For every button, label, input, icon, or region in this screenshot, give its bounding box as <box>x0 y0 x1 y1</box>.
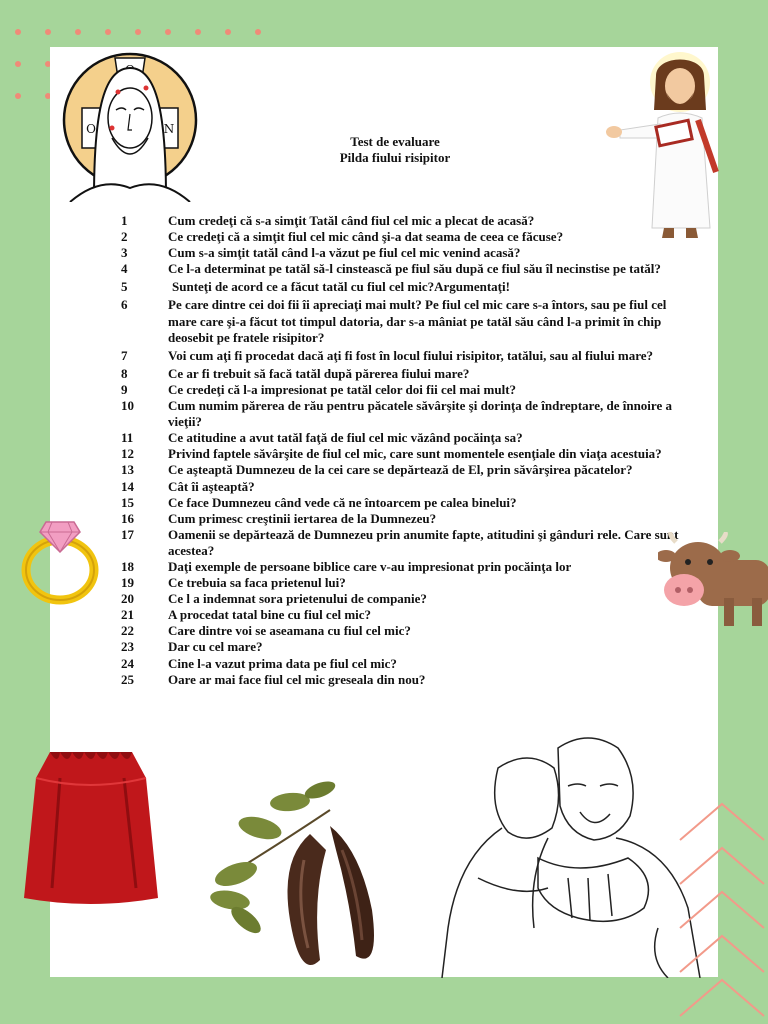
question-text: Cum s-a simţit tatăl când l-a văzut pe fiul cel mic venind acasă? <box>168 245 521 261</box>
list-item <box>121 398 691 430</box>
list-item <box>121 229 691 245</box>
question-number: 15 <box>121 494 134 510</box>
title-line-test: Test de evaluare <box>350 134 440 149</box>
question-number: 7 <box>121 347 128 363</box>
christ-icon-illustration <box>60 48 200 202</box>
question-text: Sunteţi de acord ce a făcut tatăl cu fiul cel mic?Argumentaţi! <box>172 279 510 295</box>
question-text: Cum credeţi că s-a simţit Tatăl când fiul cel mic a plecat de acasă? <box>168 213 535 228</box>
question-number: 22 <box>121 623 134 639</box>
cow-illustration <box>658 532 768 632</box>
list-item <box>121 672 691 688</box>
question-number: 9 <box>121 381 128 397</box>
list-item <box>121 479 691 495</box>
question-number: 8 <box>121 365 128 381</box>
question-text: Cât îi aşteaptă? <box>168 478 255 494</box>
icon-letter-n: Ν <box>163 122 175 136</box>
list-item <box>121 511 691 527</box>
question-number: 20 <box>121 591 134 607</box>
question-text: Ce face Dumnezeu când vede că ne întoarcem pe calea binelui? <box>168 494 517 510</box>
list-item <box>121 656 691 672</box>
question-number: 11 <box>121 430 134 446</box>
question-number: 16 <box>121 510 134 526</box>
question-number: 5 <box>121 279 128 295</box>
chevron-pattern-decoration <box>676 800 768 1022</box>
question-text: Ce ar fi trebuit să facă tatăl după părerea fiului mare? <box>168 365 470 381</box>
question-text: Ce trebuia sa faca prietenul lui? <box>168 575 346 591</box>
question-text: Ce l a indemnat sora prietenului de companie? <box>168 591 427 607</box>
list-item <box>121 279 691 295</box>
list-item <box>121 575 691 591</box>
father-son-embrace-drawing <box>418 728 718 978</box>
question-number: 13 <box>121 462 134 478</box>
question-number: 19 <box>121 575 134 591</box>
list-item <box>121 213 691 229</box>
question-number: 10 <box>121 398 134 414</box>
worksheet-title <box>280 134 510 166</box>
question-text: Pe care dintre cei doi fii îi apreciaţi mai mult? Pe fiul cel mic care s-a întors, sau pe fiul cel mare care şi-a făcut tot timpul datoria, dar s-a mâniat pe tatăl său când l-a primit în chip deosebit pe fratele risipitor? <box>168 297 667 345</box>
question-text: Daţi exemple de persoane biblice care v-au impresionat prin pocăinţa lor <box>168 558 572 574</box>
question-number: 25 <box>121 671 134 687</box>
question-text: Cum primesc creştinii iertarea de la Dumnezeu? <box>168 510 437 526</box>
list-item <box>121 245 691 261</box>
question-text: Care dintre voi se aseamana cu fiul cel mic? <box>168 623 411 639</box>
title-line-parable: Pilda fiului risipitor <box>339 150 451 165</box>
question-number: 18 <box>121 558 134 574</box>
ring-illustration <box>18 508 102 608</box>
list-item <box>121 348 691 364</box>
list-item <box>121 261 691 277</box>
question-number: 2 <box>121 229 128 245</box>
list-item <box>121 559 691 575</box>
question-text: Ce l-a determinat pe tatăl să-l cinstească pe fiul său după ce fiul său îl necinstise pe tatăl? <box>168 261 661 277</box>
question-number: 12 <box>121 446 134 462</box>
list-item <box>121 607 691 623</box>
question-text: Dar cu cel mare? <box>168 639 263 655</box>
list-item <box>121 297 691 345</box>
carob-pods-illustration <box>200 780 390 980</box>
question-text: Ce aşteaptă Dumnezeu de la cei care se depărtează de El, prin săvârşirea păcatelor? <box>168 462 633 478</box>
list-item <box>121 446 691 462</box>
question-text: Voi cum aţi fi procedat dacă aţi fi fost în locul fiului risipitor, tatălui, sau al fiului mare? <box>168 347 653 363</box>
question-number: 24 <box>121 655 134 671</box>
question-number: 14 <box>121 478 134 494</box>
question-number: 21 <box>121 607 134 623</box>
question-number: 23 <box>121 639 134 655</box>
question-number: 1 <box>121 213 128 228</box>
list-item <box>121 495 691 511</box>
list-item <box>121 430 691 446</box>
red-robe-illustration <box>20 748 162 908</box>
list-item <box>121 623 691 639</box>
list-item <box>121 591 691 607</box>
question-list <box>121 213 691 688</box>
question-text: Ce credeţi că a simţit fiul cel mic când şi-a dat seama de ceea ce făcuse? <box>168 229 564 245</box>
question-number: 4 <box>121 261 128 277</box>
question-text: Ce atitudine a avut tatăl faţă de fiul cel mic văzând pocăinţa sa? <box>168 430 523 446</box>
list-item <box>121 462 691 478</box>
question-text: A procedat tatal bine cu fiul cel mic? <box>168 607 372 623</box>
question-text: Privind faptele săvârşite de fiul cel mic, care sunt momentele esenţiale din viaţa acestuia? <box>168 446 662 462</box>
question-text: Cine l-a vazut prima data pe fiul cel mic? <box>168 655 397 671</box>
question-text: Oare ar mai face fiul cel mic greseala din nou? <box>168 671 426 687</box>
list-item <box>121 366 691 382</box>
question-number: 6 <box>121 297 128 313</box>
list-item <box>121 382 691 398</box>
question-text: Oamenii se depărtează de Dumnezeu prin anumite fapte, atitudini şi gânduri rele. Care sunt acestea? <box>168 526 679 558</box>
icon-letter-o: Ο <box>86 122 96 136</box>
question-number: 17 <box>121 526 134 542</box>
question-text: Ce credeţi că l-a impresionat pe tatăl celor doi fii cel mai mult? <box>168 381 517 397</box>
question-number: 3 <box>121 245 128 261</box>
list-item <box>121 639 691 655</box>
question-text: Cum numim părerea de rău pentru păcatele săvârşite şi dorinţa de îndreptare, de înnoire a vieţii? <box>168 398 672 430</box>
list-item <box>121 527 691 559</box>
